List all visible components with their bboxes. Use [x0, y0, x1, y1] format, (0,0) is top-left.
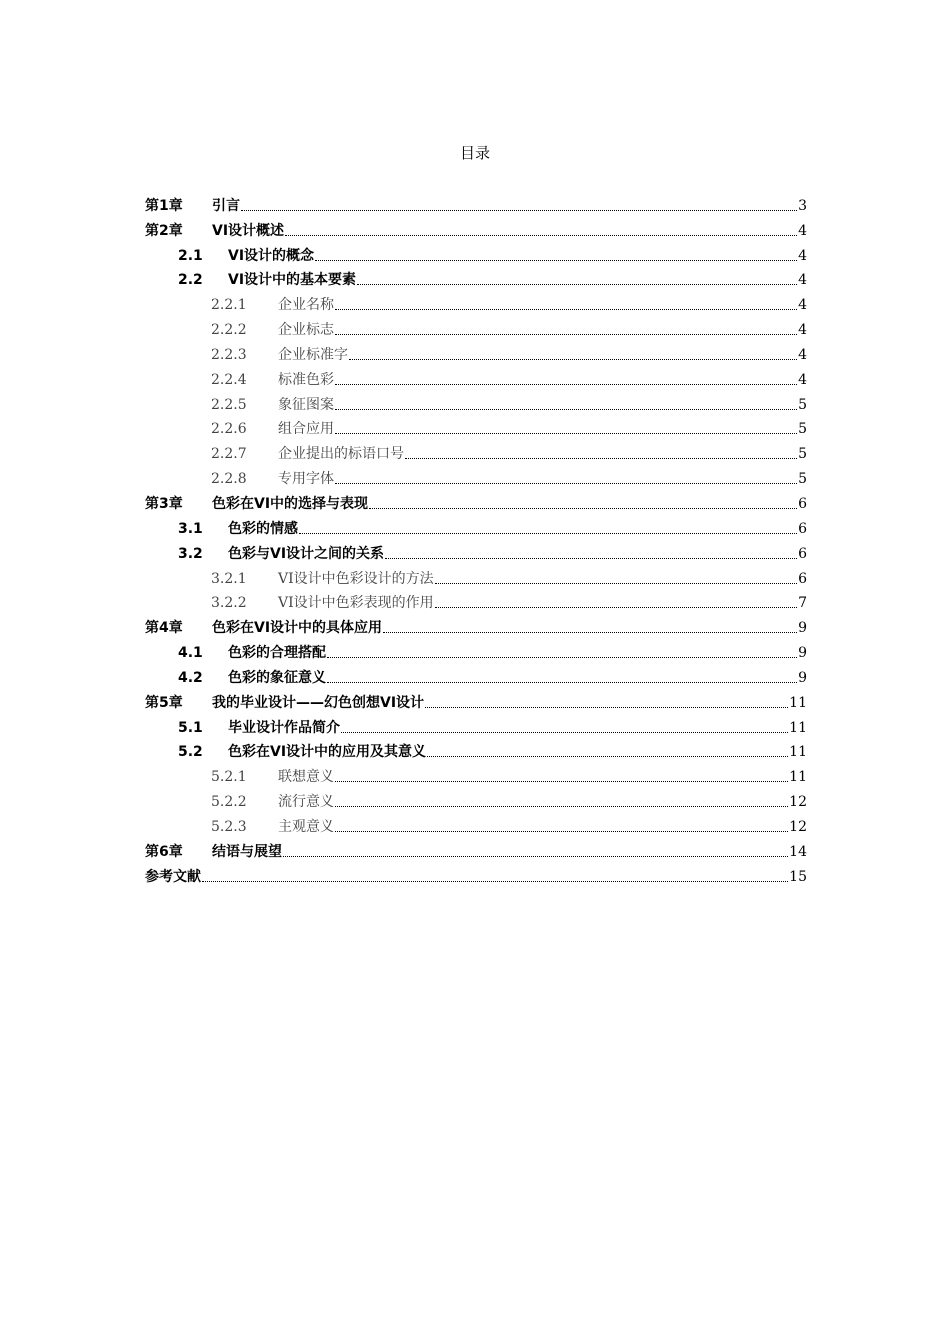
- toc-entry-label: [145, 868, 201, 886]
- toc-entry-number: 2.2: [178, 272, 203, 289]
- toc-entry[interactable]: [145, 265, 807, 290]
- toc-entry-label: [145, 843, 282, 861]
- toc-entry-number: 第4章: [145, 620, 183, 637]
- toc-entry-page-number: 4: [798, 297, 807, 314]
- toc-entry-number: 5.2.3: [211, 818, 247, 835]
- toc-entry[interactable]: [145, 761, 807, 786]
- dot-leader: [335, 831, 788, 832]
- toc-entry-title: 专用字体: [278, 471, 334, 488]
- toc-entry-page-number: 12: [789, 818, 807, 835]
- dot-leader: [385, 558, 797, 559]
- dot-leader: [202, 881, 788, 882]
- toc-entry[interactable]: [145, 364, 807, 389]
- toc-entry-page-number: 5: [798, 446, 807, 463]
- toc-entry-page-number: 12: [789, 794, 807, 811]
- toc-entry-title: 色彩在VI设计中的具体应用: [212, 620, 383, 637]
- toc-entry-title: 企业提出的标语口号: [278, 446, 404, 463]
- toc-entry-label: [145, 222, 284, 240]
- toc-entry-number: 3.2.2: [211, 595, 247, 612]
- toc-entry-label: [211, 470, 334, 488]
- dot-leader: [427, 756, 788, 757]
- toc-entry-label: [211, 321, 334, 339]
- toc-entry-label: [211, 570, 434, 588]
- toc-entry-page-number: 6: [798, 520, 807, 537]
- dot-leader: [369, 508, 797, 509]
- toc-entry[interactable]: [145, 836, 807, 861]
- dot-leader: [335, 409, 797, 410]
- toc-entry-page-number: 4: [798, 322, 807, 339]
- toc-entry[interactable]: [145, 414, 807, 439]
- toc-entry-title: 企业名称: [278, 297, 334, 314]
- toc-entry-label: [178, 719, 340, 737]
- toc-entry-number: 第1章: [145, 197, 183, 214]
- toc-entry-title: 色彩在VI设计中的应用及其意义: [228, 744, 427, 761]
- toc-entry[interactable]: [145, 786, 807, 811]
- toc-entry-title: 象征图案: [278, 396, 334, 413]
- toc-entry-title: 引言: [212, 197, 240, 214]
- toc-entry-label: [178, 669, 326, 687]
- toc-entry-label: [145, 495, 368, 513]
- toc-entry-number: 2.2.2: [211, 322, 247, 339]
- dot-leader: [335, 781, 788, 782]
- toc-entry-label: [211, 793, 334, 811]
- toc-entry-label: [211, 371, 334, 389]
- dot-leader: [285, 235, 797, 236]
- toc-entry[interactable]: [145, 463, 807, 488]
- dot-leader: [405, 458, 797, 459]
- dot-leader: [425, 707, 788, 708]
- toc-entry-title: VI设计中色彩设计的方法: [278, 570, 434, 587]
- dot-leader: [335, 334, 797, 335]
- toc-entry[interactable]: [145, 712, 807, 737]
- toc-entry-page-number: 4: [798, 346, 807, 363]
- toc-entry[interactable]: [145, 240, 807, 265]
- toc-entry-page-number: 14: [789, 843, 807, 860]
- toc-entry[interactable]: [145, 488, 807, 513]
- toc-entry[interactable]: [145, 314, 807, 339]
- toc-entry-label: [211, 396, 334, 414]
- toc-entry-number: 2.2.8: [211, 471, 247, 488]
- dot-leader: [335, 483, 797, 484]
- toc-entry-title: 企业标准字: [278, 346, 348, 363]
- toc-entry-title: 色彩与VI设计之间的关系: [228, 545, 385, 562]
- toc-entry-number: 2.2.3: [211, 346, 247, 363]
- dot-leader: [341, 732, 788, 733]
- toc-entry-number: 第6章: [145, 843, 183, 860]
- toc-entry-title: 结语与展望: [212, 843, 282, 860]
- toc-entry-page-number: 5: [798, 396, 807, 413]
- toc-entry-number: 2.2.7: [211, 446, 247, 463]
- toc-entry-number: 5.2.1: [211, 769, 247, 786]
- toc-entry-title: 主观意义: [278, 818, 334, 835]
- toc-title: 目录: [459, 144, 490, 162]
- toc-entry-title: 色彩在VI中的选择与表现: [212, 495, 369, 512]
- toc-entry-label: [178, 247, 314, 265]
- toc-entry-label: [211, 346, 348, 364]
- toc-entry-number: 第3章: [145, 495, 183, 512]
- dot-leader: [299, 533, 797, 534]
- toc-entry-title: 流行意义: [278, 794, 334, 811]
- dot-leader: [335, 806, 788, 807]
- toc-entry-page-number: 11: [789, 744, 807, 761]
- toc-entry-label: [211, 445, 404, 463]
- toc-entry-label: [178, 520, 298, 538]
- toc-entry-page-number: 6: [798, 495, 807, 512]
- dot-leader: [357, 284, 797, 285]
- dot-leader: [383, 632, 797, 633]
- toc-entry-number: 第5章: [145, 694, 183, 711]
- toc-entry-number: 3.2: [178, 545, 203, 562]
- toc-entry-number: 3.1: [178, 520, 203, 537]
- toc-entry-title: 标准色彩: [278, 371, 334, 388]
- dot-leader: [335, 309, 797, 310]
- toc-entry[interactable]: [145, 289, 807, 314]
- toc-entry-label: [178, 545, 384, 563]
- dot-leader: [435, 607, 797, 608]
- toc-entry[interactable]: [145, 861, 807, 886]
- toc-entry-page-number: 6: [798, 545, 807, 562]
- toc-entry[interactable]: [145, 538, 807, 563]
- toc-entry-title: 色彩的情感: [228, 520, 298, 537]
- toc-entry-number: 第2章: [145, 222, 183, 239]
- toc-entry-number: 5.2: [178, 744, 203, 761]
- toc-entry-number: 3.2.1: [211, 570, 247, 587]
- dot-leader: [435, 583, 797, 584]
- toc-entry-title: VI设计中的基本要素: [228, 272, 357, 289]
- toc-entry-page-number: 9: [798, 620, 807, 637]
- dot-leader: [349, 359, 797, 360]
- toc-entry-title: 企业标志: [278, 322, 334, 339]
- toc-entry-page-number: 7: [798, 595, 807, 612]
- toc-entry-number: 2.2.6: [211, 421, 247, 438]
- toc-entry-page-number: 4: [798, 272, 807, 289]
- toc-entry[interactable]: [145, 438, 807, 463]
- toc-entry-page-number: 11: [789, 769, 807, 786]
- toc-entry-title: 色彩的合理搭配: [228, 645, 326, 662]
- toc-entry-number: 2.1: [178, 247, 203, 264]
- toc-entry[interactable]: [145, 215, 807, 240]
- toc-entry[interactable]: [145, 339, 807, 364]
- toc-entry[interactable]: [145, 662, 807, 687]
- toc-entry[interactable]: [145, 588, 807, 613]
- toc-entry-number: 2.2.1: [211, 297, 247, 314]
- toc-entry-page-number: 11: [789, 694, 807, 711]
- dot-leader: [283, 856, 788, 857]
- toc-entry-label: [145, 197, 240, 215]
- toc-entry-page-number: 6: [798, 570, 807, 587]
- toc-entry-page-number: 4: [798, 371, 807, 388]
- dot-leader: [327, 657, 797, 658]
- dot-leader: [327, 682, 797, 683]
- toc-entry-page-number: 11: [789, 719, 807, 736]
- toc-entry-number: 2.2.5: [211, 396, 247, 413]
- dot-leader: [241, 210, 797, 211]
- toc-entry-title: 色彩的象征意义: [228, 669, 326, 686]
- toc-entry-page-number: 4: [798, 247, 807, 264]
- toc-entry-label: [178, 743, 426, 761]
- toc-entry-number: 5.1: [178, 719, 203, 736]
- toc-entry-title: VI设计的概念: [228, 247, 315, 264]
- toc-entry[interactable]: [145, 811, 807, 836]
- toc-entry-page-number: 9: [798, 645, 807, 662]
- dot-leader: [315, 260, 797, 261]
- toc-entry[interactable]: [145, 190, 807, 215]
- toc-entry-page-number: 15: [789, 868, 807, 885]
- toc-entry-page-number: 9: [798, 669, 807, 686]
- toc-entry-label: [145, 694, 424, 712]
- toc-entry[interactable]: [145, 563, 807, 588]
- toc-entry[interactable]: [145, 687, 807, 712]
- toc-entry-title: 联想意义: [278, 769, 334, 786]
- toc-entry-label: [211, 420, 334, 438]
- toc-entry-page-number: 4: [798, 222, 807, 239]
- toc-entry[interactable]: [145, 513, 807, 538]
- toc-entry-number: 5.2.2: [211, 794, 247, 811]
- toc-entry-title: 组合应用: [278, 421, 334, 438]
- toc-entry-label: [211, 818, 334, 836]
- toc-entry-label: [145, 619, 382, 637]
- toc-entry-title: VI设计概述: [212, 222, 285, 239]
- toc-entry-number: 2.2.4: [211, 371, 247, 388]
- toc-entry-label: [178, 271, 356, 289]
- toc-entry[interactable]: [145, 637, 807, 662]
- dot-leader: [335, 433, 797, 434]
- toc-entry-label: [178, 644, 326, 662]
- toc-entry-title: 我的毕业设计——幻色创想VI设计: [212, 694, 425, 711]
- toc-entry[interactable]: [145, 612, 807, 637]
- toc-entry[interactable]: [145, 737, 807, 762]
- toc-entry-number: 4.2: [178, 669, 203, 686]
- toc-entry-page-number: 5: [798, 471, 807, 488]
- toc-entry-title: 参考文献: [145, 868, 201, 885]
- toc-entry-label: [211, 594, 434, 612]
- toc-entry-title: 毕业设计作品简介: [228, 719, 340, 736]
- toc-entry-page-number: 5: [798, 421, 807, 438]
- toc-entry-label: [211, 768, 334, 786]
- dot-leader: [335, 384, 797, 385]
- toc-entry-page-number: 3: [798, 197, 807, 214]
- toc-entry-title: VI设计中色彩表现的作用: [278, 595, 434, 612]
- toc-entry-label: [211, 296, 334, 314]
- toc-list: [145, 190, 807, 886]
- toc-entry[interactable]: [145, 389, 807, 414]
- toc-entry-number: 4.1: [178, 645, 203, 662]
